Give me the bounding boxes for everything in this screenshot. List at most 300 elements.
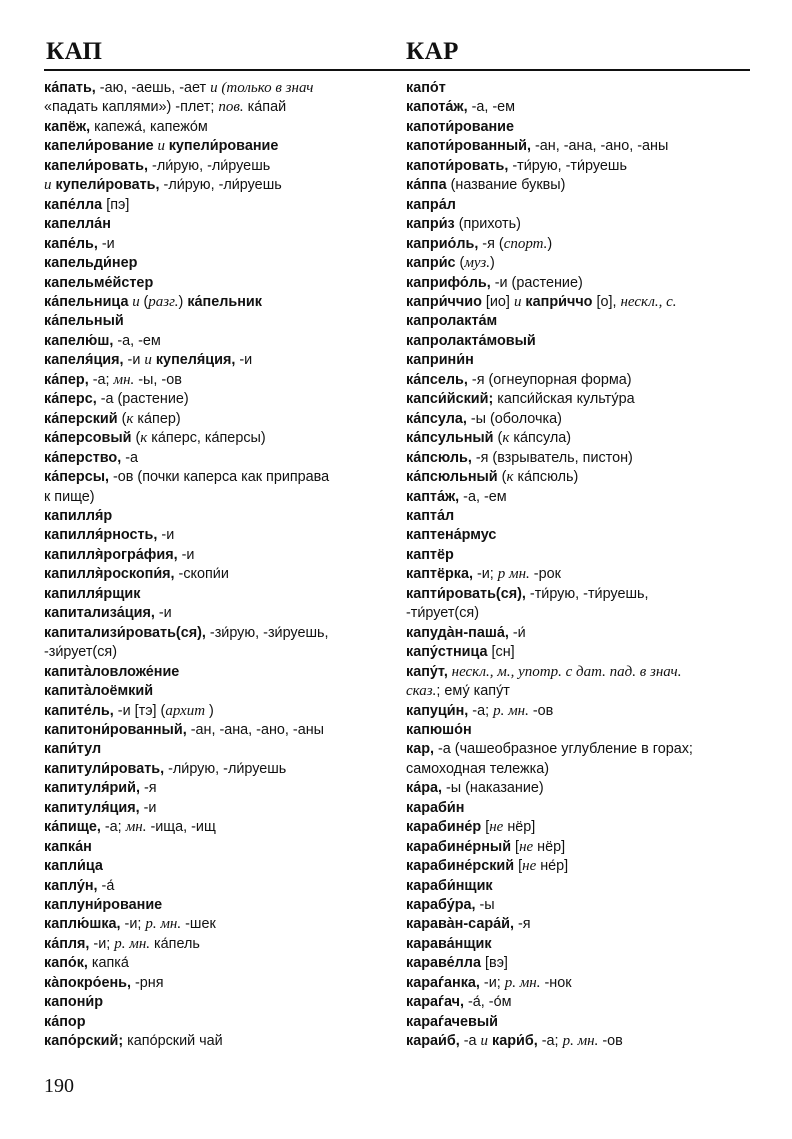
entry-text: ка́перс, ка́персы): [147, 430, 266, 447]
dictionary-line: [44, 449, 394, 468]
entry-text: (: [117, 410, 127, 427]
entry-text: -зи́рую, -зи́руешь,: [205, 624, 329, 641]
dictionary-line: [406, 235, 756, 254]
entry-text: -нок: [540, 974, 572, 991]
headword: ка́пельный: [44, 313, 124, 330]
dictionary-line: [406, 1013, 756, 1032]
headword: ка́ра,: [406, 780, 442, 797]
headword: капельме́йстер: [44, 274, 154, 291]
entry-text: к пище): [44, 488, 95, 505]
grammar-note: спорт.: [503, 235, 548, 252]
entry-text: -я: [513, 916, 531, 933]
dictionary-line: [406, 935, 756, 954]
entry-text: нёр]: [503, 819, 536, 836]
dictionary-line: [406, 79, 756, 98]
headword: капри́ччио: [406, 293, 482, 310]
entry-text: -а;: [468, 702, 494, 719]
headword: капти́ровать(ся),: [406, 585, 526, 602]
headword: капита̀ловложе́ние: [44, 663, 180, 680]
entry-text: -ов: [528, 702, 554, 719]
headword: капюшо́н: [406, 721, 472, 738]
dictionary-line: [406, 157, 756, 176]
entry-text: -а, -ем: [467, 99, 516, 116]
dictionary-line: [44, 390, 394, 409]
dictionary-line: [406, 118, 756, 137]
dictionary-line: [406, 449, 756, 468]
entry-text: -и: [177, 546, 195, 563]
grammar-note: к: [502, 430, 510, 447]
grammar-note: и: [144, 352, 152, 369]
headword: капо́рский;: [44, 1033, 124, 1050]
headword: караи́б,: [406, 1033, 460, 1050]
headword: капилля́рщик: [44, 585, 141, 602]
headword: капилля́р: [44, 507, 113, 524]
dictionary-line: [44, 176, 394, 195]
dictionary-line: [406, 721, 756, 740]
dictionary-line: [44, 838, 394, 857]
entry-text: -ли́рую, -ли́руешь: [164, 760, 287, 777]
grammar-note: архит: [165, 702, 206, 719]
entry-text: -и: [235, 352, 253, 369]
dictionary-line: [406, 312, 756, 331]
dictionary-line: [44, 254, 394, 273]
headword: купели́ровать,: [51, 177, 160, 194]
grammar-note: не: [489, 819, 504, 836]
dictionary-line: [44, 118, 394, 137]
grammar-note: к: [140, 430, 148, 447]
grammar-note: р. мн.: [562, 1033, 599, 1050]
headword: каплю́шка,: [44, 916, 121, 933]
headword: ка́псульный: [406, 430, 494, 447]
headword: капельди́нер: [44, 255, 138, 272]
dictionary-line: [44, 235, 394, 254]
headword: капоти́рованный,: [406, 138, 531, 155]
headword: карабине́рный: [406, 838, 512, 855]
headword: купели́рование: [168, 138, 279, 155]
dictionary-line: [406, 546, 756, 565]
dictionary-line: [44, 682, 394, 701]
headword: ка́пор: [44, 1013, 86, 1030]
entry-text: -ти́рую, -ти́руешь: [508, 157, 627, 174]
headword: капка́н: [44, 838, 92, 855]
dictionary-line: [406, 429, 756, 448]
dictionary-line: [406, 468, 756, 487]
headword: капта́л: [406, 507, 455, 524]
dictionary-line: [44, 585, 394, 604]
entry-text: самоходная тележка): [406, 760, 550, 777]
entry-text: -ы: [475, 897, 495, 914]
grammar-note: р. мн.: [493, 702, 529, 719]
dictionary-line: [406, 254, 756, 273]
dictionary-line: [44, 760, 394, 779]
entry-text: [пэ]: [102, 196, 130, 213]
dictionary-line: [406, 604, 756, 623]
grammar-note: р. мн.: [504, 974, 541, 991]
dictionary-line: [406, 351, 756, 370]
headword: карабине́рский: [406, 858, 515, 875]
dictionary-line: [44, 98, 394, 117]
headword: капитуля́рий,: [44, 780, 140, 797]
dictionary-line: [44, 643, 394, 662]
headword: карава̀н-сара́й,: [406, 916, 514, 933]
grammar-note: мн.: [113, 371, 135, 388]
entry-text: -ов: [598, 1033, 623, 1050]
headword: капели́рование: [44, 138, 154, 155]
dictionary-line: [406, 663, 756, 682]
entry-text: ка́псула): [509, 430, 572, 447]
headword: каплу́н,: [44, 877, 98, 894]
dictionary-line: [44, 468, 394, 487]
dictionary-line: [44, 818, 394, 837]
headword: ка́пать,: [44, 80, 96, 96]
dictionary-line: [44, 1032, 394, 1051]
entry-text: -ы (наказание): [442, 780, 544, 797]
headword: ка́перс,: [44, 391, 97, 408]
entry-text: нёр]: [533, 838, 566, 855]
headword: капоти́ровать,: [406, 157, 509, 174]
dictionary-line: [406, 488, 756, 507]
headword: карабу́ра,: [406, 897, 476, 914]
dictionary-line: [44, 935, 394, 954]
dictionary-line: [44, 915, 394, 934]
headword: капита̀лоёмкий: [44, 683, 154, 700]
entry-text: ): [547, 235, 553, 252]
entry-text: капежа́, капежо́м: [90, 118, 208, 135]
dictionary-line: [44, 293, 394, 312]
right-column: [406, 79, 756, 1052]
dictionary-line: [44, 896, 394, 915]
grammar-note: сказ.: [406, 683, 437, 700]
entry-text: (название буквы): [446, 177, 566, 194]
dictionary-line: [44, 857, 394, 876]
grammar-note: нескл., м., употр. с дат. пад. в знач.: [447, 663, 682, 680]
entry-text: [сн]: [487, 644, 515, 661]
dictionary-line: [44, 546, 394, 565]
entry-text: [: [511, 838, 520, 855]
dictionary-line: [406, 974, 756, 993]
headword: карабине́р: [406, 819, 482, 836]
dictionary-line: [406, 371, 756, 390]
grammar-note: муз.: [464, 255, 490, 272]
entry-text: -а (растение): [96, 391, 189, 408]
dictionary-line: [44, 429, 394, 448]
dictionary-line: [406, 332, 756, 351]
grammar-note: и: [44, 177, 52, 194]
entry-text: [вэ]: [480, 955, 508, 972]
entry-text: -и;: [120, 916, 146, 933]
grammar-note: разг.: [148, 293, 179, 310]
entry-text: ка́пер): [133, 410, 181, 427]
headword: капитони́рованный,: [44, 721, 187, 738]
dictionary-line: [406, 215, 756, 234]
headword: ка́перский: [44, 410, 118, 427]
dictionary-line: [406, 390, 756, 409]
entry-text: капси́йская культу́ра: [493, 391, 635, 408]
entry-text: -ы (оболочка): [466, 410, 562, 427]
dictionary-line: [44, 274, 394, 293]
dictionary-line: [406, 954, 756, 973]
entry-text: -шек: [181, 916, 216, 933]
grammar-note: пов.: [218, 99, 244, 116]
entry-text: ): [178, 293, 188, 310]
headword: караби́н: [406, 799, 465, 816]
entry-text: -а;: [100, 819, 126, 836]
dictionary-line: [406, 137, 756, 156]
headword: капри́з: [406, 216, 455, 233]
grammar-note: и: [513, 293, 522, 310]
entry-text: ): [205, 702, 214, 719]
headword: капра́л: [406, 196, 456, 213]
entry-text: (: [143, 293, 149, 310]
dictionary-line: [406, 857, 756, 876]
headword: капролакта́мовый: [406, 332, 536, 349]
dictionary-line: [406, 643, 756, 662]
headword: ка́пельница: [44, 293, 129, 310]
dictionary-line: [44, 507, 394, 526]
headword: купеля́ция,: [151, 352, 236, 369]
entry-text: -и;: [89, 935, 115, 952]
headword: капилля̀роскопи́я,: [44, 566, 175, 583]
headword: капитуля́ция,: [44, 799, 140, 816]
entry-text: -ти́рует(ся): [406, 605, 479, 622]
dictionary-line: [406, 877, 756, 896]
headword: капри́с: [406, 255, 456, 272]
headword: капилля́рность,: [44, 527, 158, 544]
entry-text: -а, -ем: [459, 488, 507, 505]
grammar-note: и: [153, 138, 169, 155]
dictionary-line: [44, 526, 394, 545]
dictionary-line: [406, 838, 756, 857]
headword: капелла́н: [44, 216, 111, 233]
headword: капелю́ш,: [44, 332, 114, 349]
headword: ка́псула,: [406, 410, 467, 427]
headword: капитализи́ровать(ся),: [44, 624, 206, 641]
dictionary-line: [406, 896, 756, 915]
entry-text: [ио]: [481, 293, 514, 310]
dictionary-line: [44, 740, 394, 759]
headword: ка́псель,: [406, 371, 468, 388]
grammar-note: р. мн.: [145, 916, 182, 933]
dictionary-line: [406, 274, 756, 293]
entry-text: (: [497, 469, 507, 486]
headword: кари́б,: [488, 1033, 538, 1050]
dictionary-line: [406, 799, 756, 818]
grammar-note: к: [126, 410, 134, 427]
headword: капели́ровать,: [44, 157, 149, 174]
headword: каптёр: [406, 546, 454, 563]
grammar-note: мн.: [125, 819, 147, 836]
dictionary-line: [406, 779, 756, 798]
headword: ка̀покро́ень,: [44, 974, 132, 991]
headword: капли́ца: [44, 858, 103, 875]
headword: кар,: [406, 741, 434, 758]
headword: капитули́ровать,: [44, 760, 165, 777]
dictionary-line: [406, 98, 756, 117]
entry-text: -и (растение): [490, 274, 583, 291]
headword: караѓачевый: [406, 1013, 498, 1030]
dictionary-line: [44, 196, 394, 215]
entry-text: -а́: [97, 877, 115, 894]
entry-text: (: [131, 430, 141, 447]
headword: капони́р: [44, 994, 104, 1011]
headword: капо́т: [406, 80, 446, 96]
dictionary-line: [406, 526, 756, 545]
entry-text: -а: [459, 1033, 481, 1050]
headword: каптена́рмус: [406, 527, 497, 544]
entry-text: (: [455, 255, 465, 272]
entry-text: -ан, -ана, -ано, -аны: [530, 138, 669, 155]
dictionary-line: [44, 877, 394, 896]
headword: карава́нщик: [406, 935, 492, 952]
dictionary-line: [44, 954, 394, 973]
dictionary-line: [44, 993, 394, 1012]
headword: капи́тул: [44, 741, 102, 758]
headword: капеля́ция,: [44, 352, 124, 369]
dictionary-line: [406, 410, 756, 429]
dictionary-line: [44, 488, 394, 507]
entry-text: -и: [123, 352, 145, 369]
entry-text: ): [489, 255, 495, 272]
dictionary-line: [406, 740, 756, 759]
headword: каплуни́рование: [44, 897, 163, 914]
grammar-note: и: [128, 293, 144, 310]
dictionary-line: [406, 196, 756, 215]
entry-text: ка́псюль): [513, 469, 579, 486]
grammar-note: и: [480, 1033, 489, 1050]
grammar-note: не: [522, 858, 537, 875]
headword: ка́псюль,: [406, 449, 472, 466]
dictionary-line: [44, 565, 394, 584]
dictionary-line: [44, 137, 394, 156]
headword: капси́йский;: [406, 391, 494, 408]
dictionary-line: [44, 702, 394, 721]
dictionary-line: [44, 312, 394, 331]
headword: капта́ж,: [406, 488, 460, 505]
dictionary-line: [44, 1013, 394, 1032]
entry-text: ка́пель: [150, 935, 200, 952]
entry-text: -я (огнеупорная форма): [467, 371, 632, 388]
headword: ка́псюльный: [406, 469, 498, 486]
entry-text: -ы, -ов: [134, 371, 182, 388]
entry-text: -я (: [478, 235, 504, 252]
entry-text: ; ему́ капу́т: [436, 683, 510, 700]
entry-text: -я (взрыватель, пистон): [471, 449, 633, 466]
entry-text: -и: [157, 527, 175, 544]
dictionary-line: [406, 818, 756, 837]
entry-text: [: [481, 819, 490, 836]
entry-text: (: [493, 430, 503, 447]
headword: караве́лла: [406, 955, 481, 972]
entry-text: не́р]: [536, 858, 569, 875]
headword: караѓанка,: [406, 974, 480, 991]
headword: капри́ччо: [521, 293, 593, 310]
entry-text: -аю, -аешь, -ает: [95, 80, 211, 96]
dictionary-line: [44, 604, 394, 623]
entry-text: ка́пай: [243, 99, 287, 116]
dictionary-line: [44, 351, 394, 370]
headword: ка́ппа: [406, 177, 447, 194]
headword: капо́к,: [44, 955, 88, 972]
entry-text: -и: [154, 605, 172, 622]
entry-text: (прихоть): [454, 216, 521, 233]
dictionary-line: [406, 760, 756, 779]
grammar-note: не: [519, 838, 534, 855]
headword: ка́персы,: [44, 469, 109, 486]
entry-text: -и: [97, 235, 115, 252]
entry-text: -ов (почки каперса как приправа: [108, 469, 330, 486]
entry-text: -ан, -ана, -ано, -аны: [186, 721, 325, 738]
entry-text: -а́, -о́м: [464, 994, 512, 1011]
entry-text: -ища, -ищ: [146, 819, 216, 836]
entry-text: -а, -ем: [113, 332, 161, 349]
headword: каприо́ль,: [406, 235, 479, 252]
header-rule: [44, 69, 750, 71]
headword: капёж,: [44, 118, 91, 135]
entry-text: -и;: [479, 974, 505, 991]
entry-text: -а;: [88, 371, 114, 388]
dictionary-line: [406, 585, 756, 604]
entry-text: -ли́рую, -ли́руешь: [148, 157, 271, 174]
dictionary-line: [44, 721, 394, 740]
headword: капоти́рование: [406, 118, 515, 135]
headword: караби́нщик: [406, 877, 493, 894]
headword: каприни́н: [406, 352, 474, 369]
entry-text: -ли́рую, -ли́руешь: [159, 177, 282, 194]
dictionary-line: [406, 507, 756, 526]
entry-text: -и [тэ] (: [113, 702, 166, 719]
headword: ка́перство,: [44, 449, 122, 466]
entry-text: -а (чашеобразное углубление в горах;: [434, 741, 693, 758]
grammar-note: к: [506, 469, 514, 486]
dictionary-line: [406, 624, 756, 643]
entry-text: -и́: [508, 624, 526, 641]
dictionary-line: [44, 624, 394, 643]
entry-text: -рня: [131, 974, 164, 991]
dictionary-line: [44, 157, 394, 176]
entry-text: -я: [140, 780, 157, 797]
headword: капите́ль,: [44, 702, 114, 719]
left-column: [44, 79, 394, 1052]
grammar-note: р мн.: [497, 566, 530, 583]
dictionary-line: [44, 779, 394, 798]
grammar-note: нескл., с.: [620, 293, 677, 310]
headword: капота́ж,: [406, 99, 468, 116]
dictionary-line: [44, 371, 394, 390]
grammar-note: р. мн.: [114, 935, 151, 952]
headword: капуда̀н-паша́,: [406, 624, 509, 641]
headword: капе́лла: [44, 196, 103, 213]
entry-text: капо́рский чай: [123, 1033, 223, 1050]
dictionary-line: [44, 332, 394, 351]
entry-text: -ти́рую, -ти́руешь,: [525, 585, 649, 602]
headword: ка́пля,: [44, 935, 90, 952]
grammar-note: и (только в знач: [210, 80, 314, 96]
entry-text: «падать каплями») -плет;: [44, 99, 219, 116]
entry-text: -скопи́и: [174, 566, 229, 583]
headword: каприфо́ль,: [406, 274, 491, 291]
dictionary-line: [44, 215, 394, 234]
headword: капролакта́м: [406, 313, 498, 330]
dictionary-line: [406, 993, 756, 1012]
dictionary-line: [406, 1032, 756, 1051]
entry-text: -а;: [537, 1033, 563, 1050]
headword: ка́пище,: [44, 819, 101, 836]
running-header-right: КАР: [406, 38, 459, 65]
dictionary-line: [406, 702, 756, 721]
headword: каптёрка,: [406, 566, 473, 583]
headword: ка́пельник: [187, 293, 262, 310]
entry-text: -рок: [529, 566, 561, 583]
